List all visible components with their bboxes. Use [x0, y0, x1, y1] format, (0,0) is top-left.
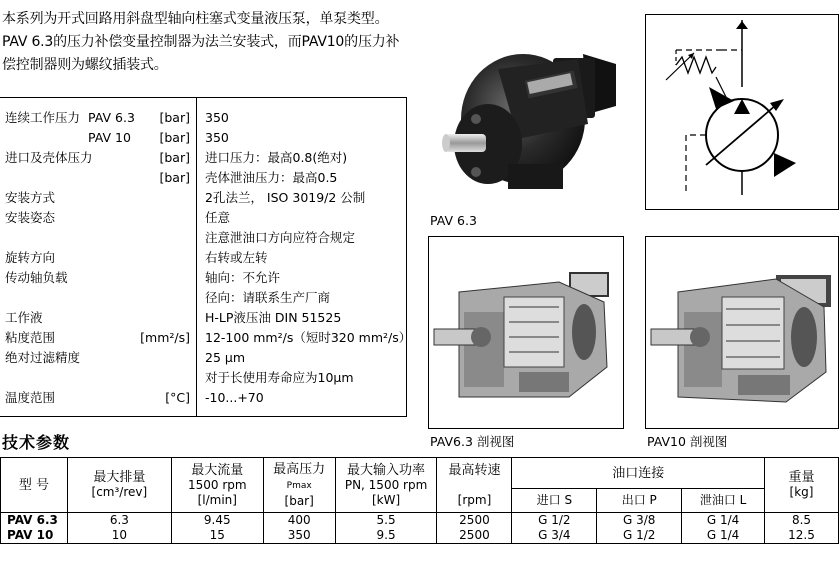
th-port-p: 出口 P: [597, 489, 682, 513]
th-model: 型 号: [1, 458, 68, 513]
spec-value: 350: [205, 110, 229, 125]
cell-model: PAV 10: [1, 528, 68, 544]
spec-label: 进口及壳体压力: [5, 150, 93, 165]
pav10-section-view: [645, 236, 839, 429]
table-row: [1, 528, 839, 544]
pav63-caption: PAV6.3 剖视图: [430, 434, 515, 449]
cell-pressure: 350: [263, 528, 335, 544]
spec-label: 粘度范围: [5, 330, 56, 345]
spec-label: 安装姿态: [5, 210, 56, 225]
spec-row: [0, 288, 407, 308]
spec-value: 右转或左转: [205, 250, 268, 265]
cell-l: G 1/4: [682, 528, 765, 544]
cell-l: G 1/4: [682, 513, 765, 529]
spec-value: 进口压力：最高0.8(绝对): [205, 150, 348, 165]
spec-value: 壳体泄油压力：最高0.5: [205, 170, 338, 185]
cell-weight: 12.5: [765, 528, 839, 544]
intro-line: PAV 6.3的压力补偿变量控制器为法兰安装式，而PAV10的压力补: [2, 34, 400, 50]
spec-value: 350: [205, 130, 229, 145]
cell-model: PAV 6.3: [1, 513, 68, 529]
cell-power: 9.5: [335, 528, 437, 544]
spec-sublabel: PAV 6.3: [88, 110, 135, 125]
spec-row: [0, 348, 407, 368]
spec-label: 安装方式: [5, 190, 56, 205]
spec-value: 径向：请联系生产厂商: [205, 290, 331, 305]
spec-label: 连续工作压力: [5, 110, 81, 125]
th-speed: 最高转速 [rpm]: [437, 458, 512, 513]
intro-line: 偿控制器则为螺纹插装式。: [2, 57, 168, 73]
spec-value: 2孔法兰， ISO 3019/2 公制: [205, 190, 366, 205]
spec-unit: [bar]: [159, 150, 190, 165]
spec-row: [0, 148, 407, 168]
hydraulic-symbol: [645, 14, 839, 210]
cell-speed: 2500: [437, 513, 512, 529]
spec-label: 传动轴负载: [5, 270, 68, 285]
th-port-s: 进口 S: [512, 489, 597, 513]
cell-s: G 1/2: [512, 513, 597, 529]
pump-photo: [428, 14, 623, 210]
spec-row: [0, 188, 407, 208]
tech-table: [0, 457, 839, 544]
pav63-section-view: [428, 236, 624, 429]
spec-value: 对于长使用寿命应为10μm: [205, 370, 354, 385]
th-port-l: 泄油口 L: [682, 489, 765, 513]
spec-value: 25 μm: [205, 350, 246, 365]
th-ports: 油口连接: [512, 458, 765, 489]
th-weight: 重量 [kg]: [765, 458, 839, 513]
spec-label: 绝对过滤精度: [5, 350, 81, 365]
spec-row: [0, 328, 412, 348]
intro-paragraph: [2, 8, 414, 77]
spec-value: -10...+70: [205, 390, 264, 405]
pav10-caption: PAV10 剖视图: [647, 434, 728, 449]
cell-flow: 15: [171, 528, 263, 544]
th-displacement: 最大排量 [cm³/rev]: [67, 458, 171, 513]
spec-unit: [bar]: [159, 110, 190, 125]
cell-s: G 3/4: [512, 528, 597, 544]
cell-weight: 8.5: [765, 513, 839, 529]
cell-pressure: 400: [263, 513, 335, 529]
spec-row: [0, 368, 407, 388]
photo-caption: PAV 6.3: [430, 213, 477, 228]
cell-speed: 2500: [437, 528, 512, 544]
spec-value: 轴向：不允许: [205, 270, 281, 285]
th-power: 最大输入功率 PN, 1500 rpm [kW]: [335, 458, 437, 513]
spec-unit: [bar]: [159, 170, 190, 185]
spec-label: 旋转方向: [5, 250, 56, 265]
spec-unit: [°C]: [165, 390, 190, 405]
spec-row: [0, 168, 407, 188]
spec-value: H-LP液压油 DIN 51525: [205, 310, 342, 325]
spec-label: 温度范围: [5, 390, 56, 405]
cell-displacement: 6.3: [67, 513, 171, 529]
intro-line: 本系列为开式回路用斜盘型轴向柱塞式变量液压泵，单泵类型。: [2, 11, 389, 27]
spec-row: [0, 248, 407, 268]
spec-row: [0, 108, 407, 128]
spec-row: [0, 228, 407, 248]
spec-row: [0, 308, 407, 328]
spec-label: 工作液: [5, 310, 43, 325]
cell-p: G 3/8: [597, 513, 682, 529]
cell-p: G 1/2: [597, 528, 682, 544]
spec-value: 12-100 mm²/s（短时320 mm²/s）: [205, 330, 412, 345]
th-flow: 最大流量 1500 rpm [l/min]: [171, 458, 263, 513]
spec-unit: [bar]: [159, 130, 190, 145]
spec-row: [0, 268, 407, 288]
cell-displacement: 10: [67, 528, 171, 544]
table-row: [1, 513, 839, 529]
section-title: 技术参数: [2, 433, 71, 452]
spec-value: 任意: [205, 210, 231, 225]
th-pressure: 最高压力 Pmax [bar]: [263, 458, 335, 513]
cell-flow: 9.45: [171, 513, 263, 529]
spec-row: [0, 208, 407, 228]
cell-power: 5.5: [335, 513, 437, 529]
spec-sublabel: PAV 10: [88, 130, 131, 145]
spec-row: [0, 128, 407, 148]
spec-row: [0, 388, 407, 408]
spec-box: [0, 97, 412, 417]
spec-unit: [mm²/s]: [140, 330, 190, 345]
spec-value: 注意泄油口方向应符合规定: [205, 230, 356, 245]
